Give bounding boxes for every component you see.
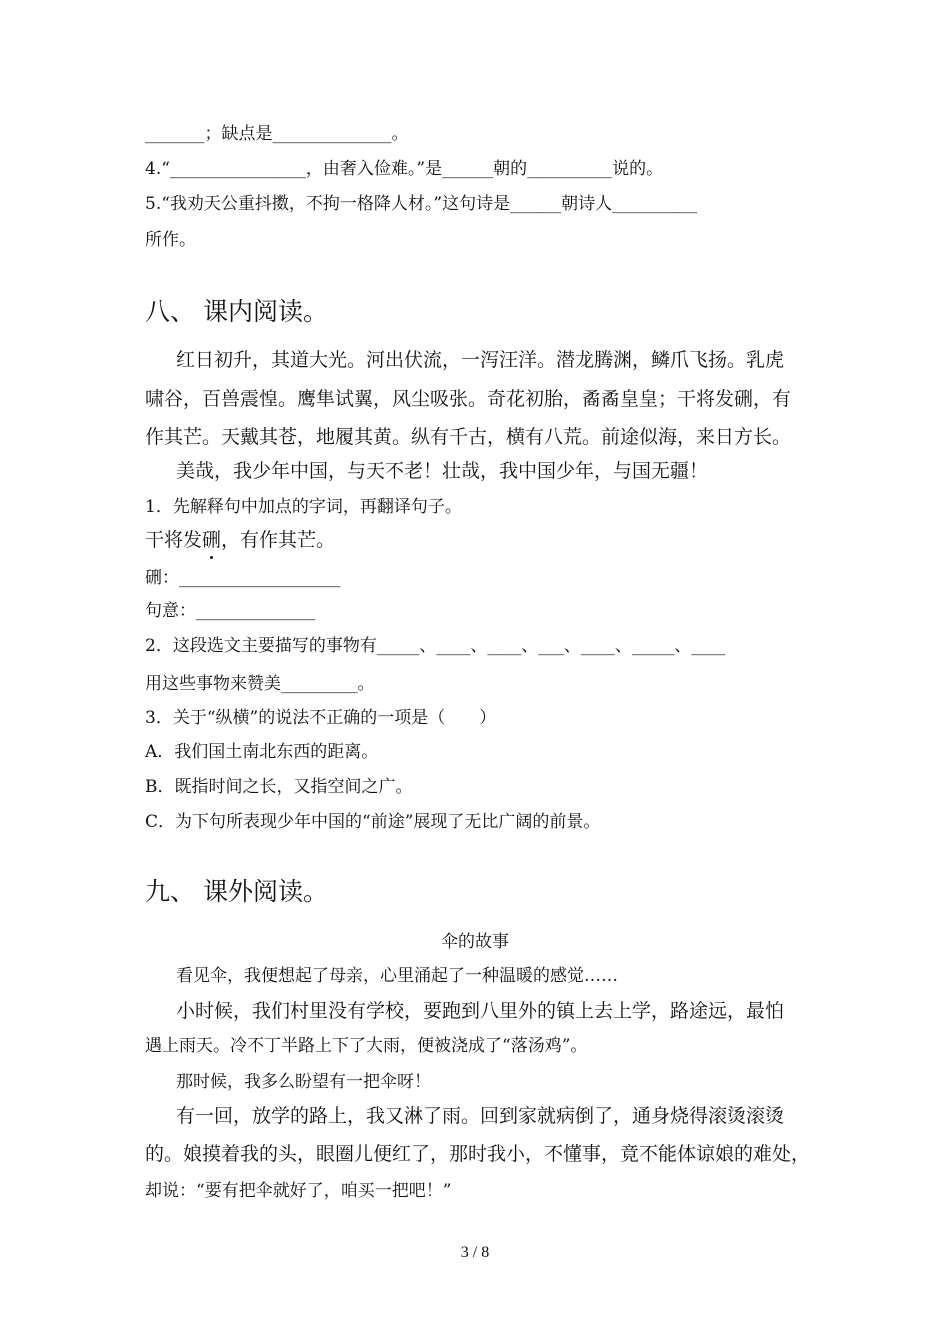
emphasis-dot-char: 硎 [202,529,222,551]
option-a: A．我们国土南北东西的距离。 [145,742,379,762]
story-paragraph: 的。娘摸着我的头，眼圈儿便红了，那时我小，不懂事，竟不能体谅娘的难处， [145,1143,811,1165]
question-8-1-meaning: 句意：______________ [145,601,315,621]
section-9-heading: 九、 课外阅读。 [145,877,328,906]
story-paragraph: 那时候，我多么盼望有一把伞呀！ [176,1072,431,1092]
passage-line: 红日初升，其道大光。河出伏流，一泻汪洋。潜龙腾渊，鳞爪飞扬。乳虎 [176,349,785,371]
story-paragraph: 却说：“要有把伞就好了，咱买一把吧！” [145,1181,452,1201]
question-8-2-line1: 2．这段选文主要描写的事物有_____、____、____、___、____、_____、____ [145,636,726,656]
story-paragraph: 有一回，放学的路上，我又淋了雨。回到家就病倒了，通身烧得滚烫滚烫 [176,1105,785,1127]
question-4: 4.“________________，由奢入俭难。”是______朝的__________说的。 [145,159,664,179]
story-paragraph: 看见伞，我便想起了母亲，心里涌起了一种温暖的感觉…… [176,966,618,986]
passage-line: 作其芒。天戴其苍，地履其黄。纵有千古，横有八荒。前途似海，来日方长。 [145,426,792,448]
sentence-part: ，有作其芒。 [221,529,336,551]
question-5-line2: 所作。 [145,230,196,250]
question-8-2-line2: 用这些事物来赞美_________。 [145,674,375,694]
story-paragraph: 遇上雨天。冷不丁半路上下了大雨，便被浇成了“落汤鸡”。 [145,1036,588,1056]
passage-line: 美哉，我少年中国，与天不老！壮哉，我中国少年，与国无疆！ [176,460,709,482]
question-8-1: 1．先解释句中加点的字词，再翻译句子。 [145,497,462,517]
option-c: C．为下句所表现少年中国的“前途”展现了无比广阔的前景。 [145,812,601,832]
passage-line: 啸谷，百兽震惶。鹰隼试翼，风尘吸张。奇花初胎，矞矞皇皇；干将发硎，有 [145,388,792,410]
story-paragraph: 小时候，我们村里没有学校，要跑到八里外的镇上去上学，路途远，最怕 [176,1000,785,1022]
page-number: 3 / 8 [460,1244,490,1261]
story-title: 伞的故事 [441,932,509,952]
question-8-3: 3．关于“纵横”的说法不正确的一项是（ ） [145,708,497,728]
sentence-part: 干将发 [145,529,203,551]
question-8-1-word: 硎：___________________ [145,568,341,588]
question-3-continuation: _______；缺点是______________。 [145,124,409,144]
option-b: B．既指时间之长，又指空间之广。 [145,777,413,797]
section-8-heading: 八、 课内阅读。 [145,297,328,326]
question-8-1-sentence [145,527,335,553]
question-5-line1: 5.“我劝天公重抖擞，不拘一格降人材。”这句诗是______朝诗人__________ [145,194,698,214]
